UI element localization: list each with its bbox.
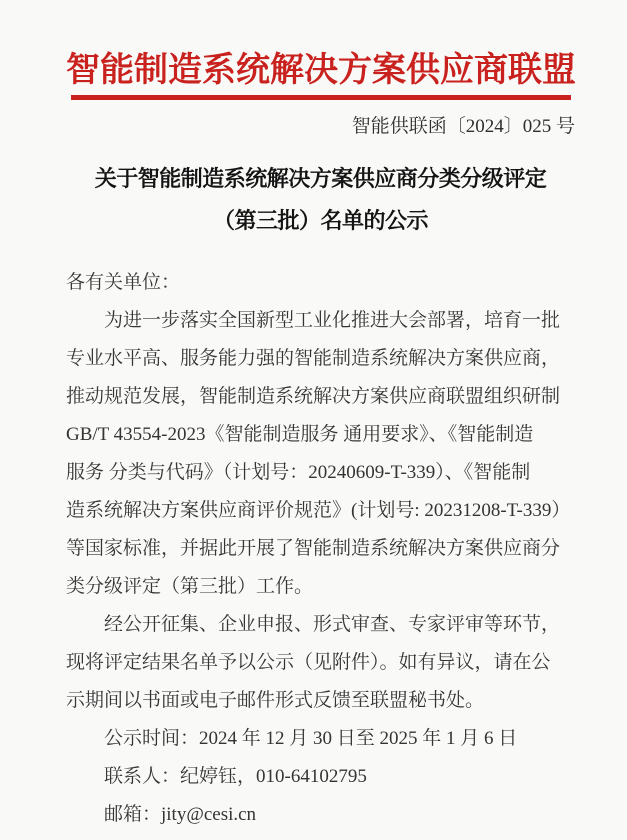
doc-number: 智能供联函〔2024〕025 号 <box>351 116 575 137</box>
org-title: 智能制造系统解决方案供应商联盟 <box>66 52 576 89</box>
body-line: 推动规范发展，智能制造系统解决方案供应商联盟组织研制 <box>66 386 561 407</box>
body-line: 专业水平高、服务能力强的智能制造系统解决方案供应商， <box>66 348 561 369</box>
body-line: 现将评定结果名单予以公示（见附件）。如有异议，请在公 <box>66 652 551 673</box>
notice-title-line1: 关于智能制造系统解决方案供应商分类分级评定 <box>94 166 547 191</box>
body-line: 为进一步落实全国新型工业化推进大会部署，培育一批 <box>104 310 561 331</box>
body-line: 经公开征集、企业申报、形式审查、专家评审等环节， <box>104 614 561 635</box>
body-line: 等国家标准，并据此开展了智能制造系统解决方案供应商分 <box>66 538 561 559</box>
notice-title-line2: （第三批）名单的公示 <box>212 208 428 233</box>
letterhead-double-rule <box>71 95 571 100</box>
body-line: 服务 分类与代码》（计划号：20240609-T-339）、《智能制 <box>66 462 531 483</box>
body-line: GB/T 43554-2023《智能制造服务 通用要求》、《智能制造 <box>66 424 534 445</box>
body-line: 造系统解决方案供应商评价规范》(计划号: 20231208-T-339） <box>66 500 571 521</box>
contact-person: 联系人：纪婷钰，010-64102795 <box>104 766 367 787</box>
letterhead <box>66 50 575 100</box>
body-line: 类分级评定（第三批）工作。 <box>66 576 314 597</box>
body-line: 示期间以书面或电子邮件形式反馈至联盟秘书处。 <box>66 690 485 711</box>
notice-title <box>66 158 575 242</box>
publicity-period: 公示时间：2024 年 12 月 30 日至 2025 年 1 月 6 日 <box>104 728 518 749</box>
notice-body <box>66 264 575 834</box>
salutation: 各有关单位： <box>66 272 181 293</box>
contact-email: 邮箱：jity@cesi.cn <box>104 804 257 825</box>
